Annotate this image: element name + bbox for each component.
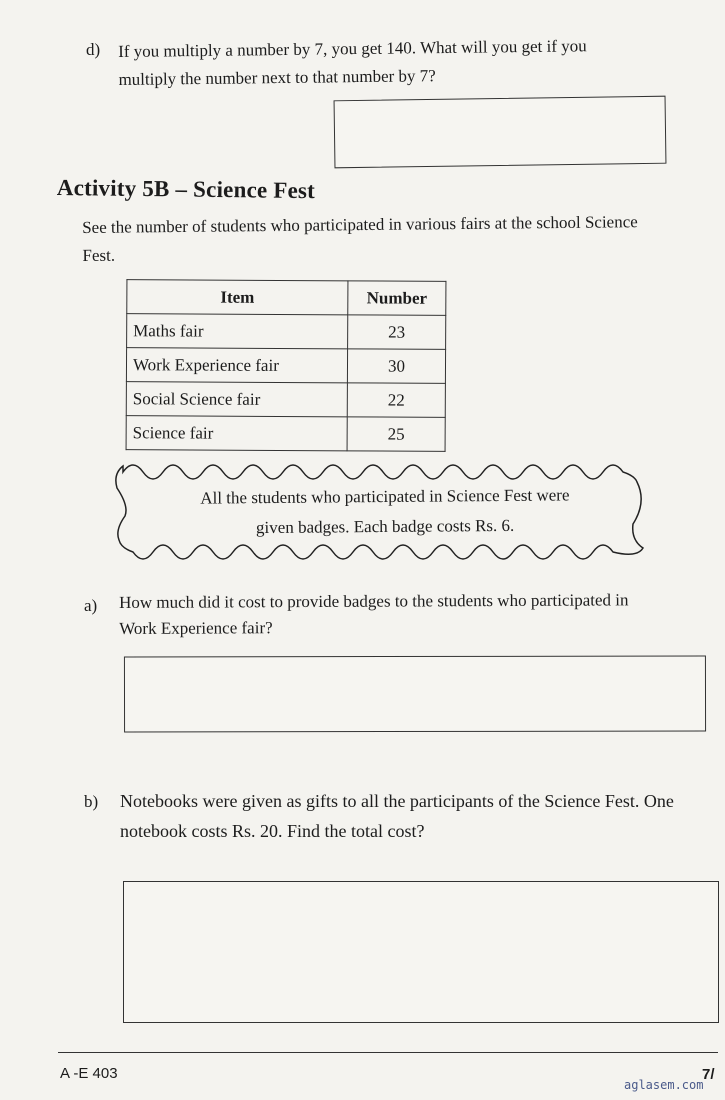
page-number: 7/	[702, 1066, 715, 1083]
question-a-text	[119, 587, 719, 642]
table-row	[127, 314, 446, 350]
question-a-line-1: How much did it cost to provide badges to the students who participated in	[119, 590, 629, 612]
answer-box-d[interactable]	[334, 96, 667, 169]
participation-table	[126, 279, 447, 452]
row-number: 25	[347, 417, 445, 452]
question-b-label: b)	[84, 792, 99, 811]
row-number: 23	[348, 315, 446, 350]
question-a-label: a)	[84, 596, 98, 615]
activity-intro-line-1: See the number of students who participated in various fairs at the school Science	[82, 212, 638, 237]
row-number: 30	[347, 349, 445, 384]
question-b-text	[120, 786, 720, 846]
row-item: Social Science fair	[126, 382, 347, 417]
footer-rule	[58, 1052, 718, 1053]
table-row	[126, 382, 445, 418]
row-item: Maths fair	[127, 314, 348, 349]
row-item: Science fair	[126, 416, 347, 451]
question-d-label: d)	[86, 40, 101, 59]
paper-code: A -E 403	[60, 1065, 118, 1082]
watermark: aglasem.com	[624, 1078, 704, 1092]
table-header-row	[127, 280, 446, 316]
answer-box-b[interactable]	[123, 881, 719, 1023]
header-number: Number	[348, 281, 446, 316]
question-b-line-2: notebook costs Rs. 20. Find the total cost?	[120, 821, 425, 841]
activity-intro-line-2: Fest.	[82, 245, 116, 265]
header-item: Item	[127, 280, 348, 315]
activity-title: Activity 5B – Science Fest	[56, 175, 316, 204]
badge-note-line-2: given badges. Each badge costs Rs. 6.	[255, 515, 515, 538]
table-row	[126, 348, 445, 384]
table-row	[126, 416, 445, 452]
badge-note	[160, 480, 611, 544]
answer-box-a[interactable]	[124, 655, 706, 732]
question-d-line-1: If you multiply a number by 7, you get 140. What will you get if you	[118, 36, 587, 61]
row-number: 22	[347, 383, 445, 418]
question-b-line-1: Notebooks were given as gifts to all the participants of the Science Fest. One	[120, 791, 674, 811]
question-d-line-2: multiply the number next to that number by 7?	[118, 66, 436, 89]
question-a-line-2: Work Experience fair?	[119, 618, 273, 638]
activity-intro	[82, 208, 703, 270]
question-d-text	[118, 32, 587, 94]
row-item: Work Experience fair	[126, 348, 347, 383]
badge-note-line-1: All the students who participated in Science Fest were	[200, 485, 570, 508]
